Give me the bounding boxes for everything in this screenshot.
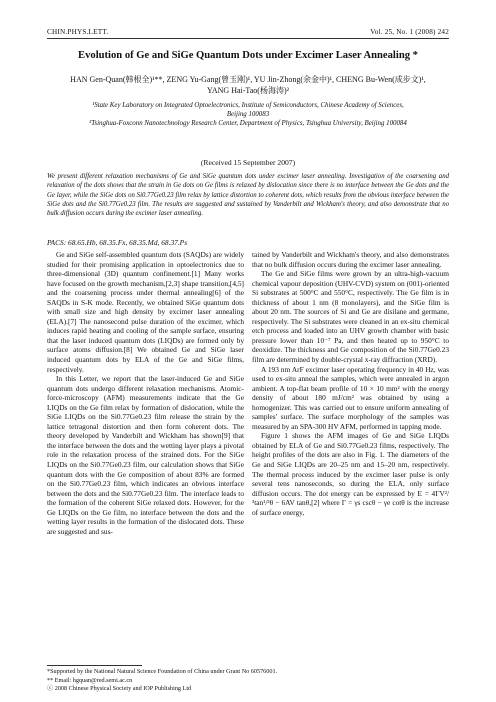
paragraph: tained by Vanderbilt and Wickham's theory, and also demonstrates that no bulk diffusion occurs during the excimer laser annealing. (252, 250, 449, 269)
volume-info: Vol. 25, No. 1 (2008) 242 (370, 28, 449, 36)
paragraph: Ge and SiGe self-assembled quantum dots (SAQDs) are widely studied for their promising application in optoelectronics due to three-dimensional (3D) quantum confinement.[1] Many works have focused on the growth mechanism,[2,3] shape transition,[4,5] and the coarsening process under thermal annealing[6] of the SAQDs in S-K mode. Recently, we obtained SiGe quantum dots with small size and high density by excimer laser annealing (ELA).[7] The nanosecond pulse duration of the excimer, which induces rapid heating and cooling of the sample surface, ensuring that the laser induced quantum dots (LIQDs) are formed only by surface atoms diffusion.[8] We obtained Ge and SiGe laser induced quantum dots by ELA of the Ge and SiGe films, respectively. (47, 250, 244, 374)
abstract: We present different relaxation mechanisms of Ge and SiGe quantum dots under excimer laser annealing. Investigation of the coarsening and relaxation of the dots shows that the strain in Ge dots on Ge films is relaxed by dislocation since there is no interface between the Ge dots and the Ge layer, while the SiGe dots on Si0.77Ge0.23 film relax by lattice distortion to coherent dots, which results from the obvious interface between the SiGe dots and the Si0.77Ge0.23 film. The results are suggested and sustained by Vanderbilt and Wickham's theory, and also demonstrate that no bulk diffusion occurs during the excimer laser annealing. (47, 173, 449, 218)
running-header (47, 28, 449, 36)
pacs-codes: PACS: 68.65.Hb, 68.35.Fx, 68.35.Md, 68.37.Ps (47, 238, 188, 247)
affiliations (40, 101, 456, 128)
paper-title: Evolution of Ge and SiGe Quantum Dots under Excimer Laser Annealing * (78, 50, 418, 61)
affiliation-2: ²Tsinghua-Foxconn Nanotechnology Research Center, Department of Physics, Tsinghua University, Beijing 100084 (89, 120, 407, 127)
footnote-support: *Supported by the National Natural Science Foundation of China under Grant No 60576001. (47, 668, 278, 675)
footnote-rule (47, 665, 142, 666)
body-column-left (47, 250, 244, 660)
journal-name: CHIN.PHYS.LETT. (47, 28, 109, 36)
paragraph: In this Letter, we report that the laser-induced Ge and SiGe quantum dots undergo different relaxation mechanisms. Atomic-force-microscopy (AFM) measurements indicate that the Ge LIQDs on the Ge film relax by formation of dislocation, while the SiGe LIQDs on the Si0.77Ge0.23 film release the strain by the lattice tetragonal distortion and then form coherent dots. The theory developed by Vanderbilt and Wickham has shown[9] that the interface between the dots and the wetting layer plays a pivotal role in the relaxation process of the strained dots. For the SiGe LIQDs on the Si0.77Ge0.23 film, our calculation shows that SiGe quantum dots with the Ge composition of about 83% are formed on the Si0.77Ge0.23 film, which indicates an obvious interface between the dots and the Si0.77Ge0.23 film. The interface leads to the formation of the coherent SiGe relaxed dots. However, for the Ge LIQDs on the Ge film, no interface between the dots and the wetting layer results in the formation of the dislocated dots. These are suggested and sus- (47, 374, 244, 536)
paragraph: A 193 nm ArF excimer laser operating frequency in 40 Hz, was used to ex-situ anneal the samples, which were annealed in argon ambient. A top-flat beam profile of 10 × 10 mm² with the energy density of about 180 mJ/cm² was obtained by using a homogenizer. This was carried out to ensure uniform annealing of samples' surface. The surface morphology of the samples was measured by an SPA-300 HV AFM, performed in tapping mode. (252, 364, 449, 431)
received-date: (Received 15 September 2007) (200, 158, 296, 167)
author-list (40, 74, 456, 96)
header-rule (47, 38, 449, 39)
authors-line-2: YANG Hai-Tao(杨海涛)² (206, 86, 290, 95)
paragraph: Figure 1 shows the AFM images of Ge and SiGe LIQDs obtained by ELA of Ge and Si0.77Ge0.23 films, respectively. The height profiles of the dots are also in Fig. 1. The diameters of the Ge and SiGe LIQDs are 20–25 nm and 15–20 nm, respectively. The thermal process induced by the excimer laser pulse is only several tens nanoseconds, so during the ELA, only surface diffusion occurs. The dot energy can be expressed by E = 4ΓV²/³tan¹/³θ − 6AV tanθ,[2] where Γ = γs cscθ − γe cotθ is the increase of surface energy, (252, 431, 449, 517)
copyright-line: ⓒ 2008 Chinese Physical Society and IOP Publishing Ltd (47, 685, 192, 693)
paragraph: The Ge and SiGe films were grown by an ultra-high-vacuum chemical vapour deposition (UHV-CVD) system on (001)-oriented Si substrates at 500°C and 550°C, respectively. The Ge film is in thickness of about 1 nm (8 monolayers), and the SiGe film is about 20 nm. The sources of Si and Ge are disilane and germane, respectively. The Si substrates were cleaned in an ex-situ chemical etch process and loaded into an UHV growth chamber with basic pressure lower than 10⁻⁷ Pa, and then heated up to 950°C to deoxidize. The thickness and Ge composition of the Si0.77Ge0.23 film are determined by double-crystal x-ray diffraction (XRD). (252, 269, 449, 365)
footnote-email: ** Email: hgquan@red.semi.ac.cn (47, 676, 133, 684)
body-column-right (252, 250, 449, 660)
authors-line-1: HAN Gen-Quan(韩根全)¹**, ZENG Yu-Gang(曾玉刚)¹, YU Jin-Zhong(余金中)¹, CHENG Bu-Wen(成步文)¹, (70, 75, 426, 84)
affiliation-1-line-1: ¹State Key Laboratory on Integrated Optoelectronics, Institute of Semiconductors, Chinese Academy of Sciences, (92, 102, 404, 109)
footnotes (47, 665, 449, 694)
affiliation-1-line-2: Beijing 100083 (226, 111, 270, 118)
